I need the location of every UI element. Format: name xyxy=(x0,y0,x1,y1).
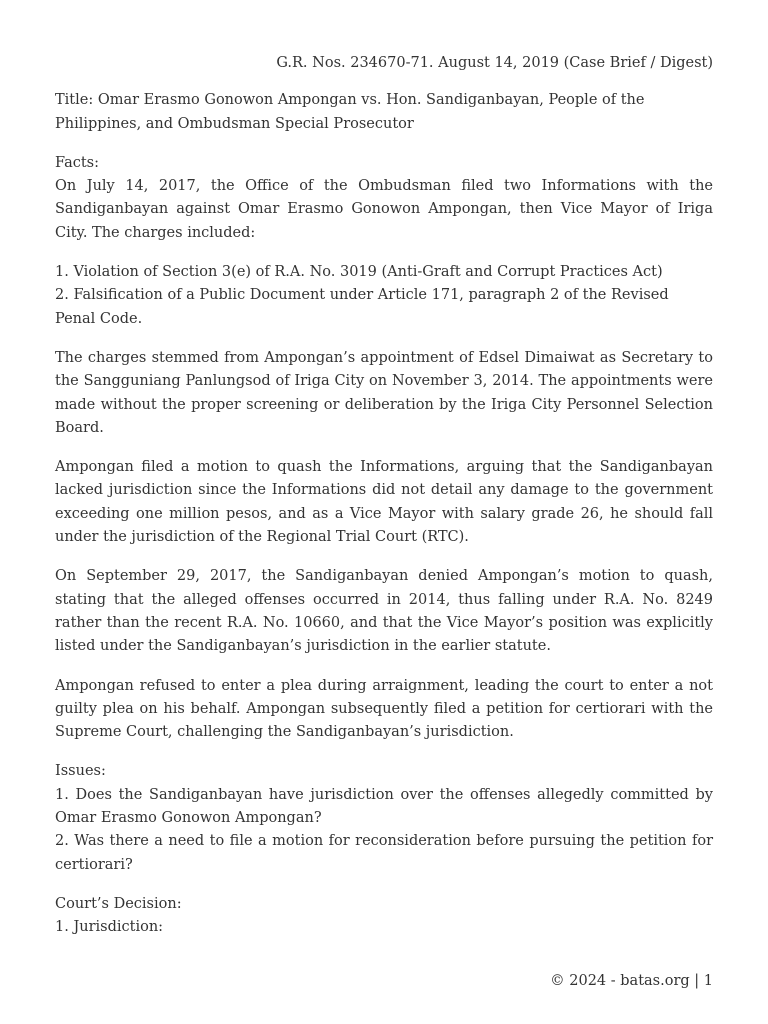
facts-intro: On July 14, 2017, the Office of the Ombudsman filed two Informations with the Sandiganbayan against Omar Erasmo Gonowon Ampongan, then Vice Mayor of Iriga City. The charges included: xyxy=(55,178,713,241)
charge-item: 1. Violation of Section 3(e) of R.A. No. 3019 (Anti-Graft and Corrupt Practices Act) xyxy=(55,264,663,281)
facts-paragraph: Ampongan filed a motion to quash the Informations, arguing that the Sandiganbayan lacked jurisdiction since the Informations did not detail any damage to the government exceeding one million pesos, and as a Vice Mayor with salary grade 26, he should fall under the jurisdiction of the Regional Trial Court (RTC). xyxy=(55,459,713,546)
page-footer: © 2024 - batas.org | 1 xyxy=(550,973,713,989)
case-header: G.R. Nos. 234670-71. August 14, 2019 (Case Brief / Digest) xyxy=(276,55,713,71)
charges-list xyxy=(55,261,713,331)
issue-item: 1. Does the Sandiganbayan have jurisdiction over the offenses allegedly committed by Omar Erasmo Gonowon Ampongan? xyxy=(55,786,713,827)
document-page xyxy=(55,52,713,956)
facts-label: Facts: xyxy=(55,154,99,171)
facts-paragraph: The charges stemmed from Ampongan’s appointment of Edsel Dimaiwat as Secretary to the Sangguniang Panlungsod of Iriga City on November 3, 2014. The appointments were made without the proper screening or deliberation by the Iriga City Personnel Selection Board. xyxy=(55,349,713,436)
issues-block xyxy=(55,760,713,876)
decision-block xyxy=(55,893,713,940)
case-title: Title: Omar Erasmo Gonowon Ampongan vs. Hon. Sandiganbayan, People of the Philippines, and Ombudsman Special Prosecutor xyxy=(55,92,645,132)
decision-item: 1. Jurisdiction: xyxy=(55,919,164,936)
facts-paragraph: On September 29, 2017, the Sandiganbayan denied Ampongan’s motion to quash, stating that the alleged offenses occurred in 2014, thus falling under R.A. No. 8249 rather than the recent R.A. No. 10660, and that the Vice Mayor’s position was explicitly listed under the Sandiganbayan’s jurisdiction in the earlier statute. xyxy=(55,568,713,655)
decision-label: Court’s Decision: xyxy=(55,895,182,912)
charge-item: 2. Falsification of a Public Document under Article 171, paragraph 2 of the Revised Penal Code. xyxy=(55,287,669,327)
issues-label: Issues: xyxy=(55,763,106,780)
facts-paragraph: Ampongan refused to enter a plea during arraignment, leading the court to enter a not guilty plea on his behalf. Ampongan subsequently filed a petition for certiorari with the Supreme Court, challenging the Sandiganbayan’s jurisdiction. xyxy=(55,677,713,741)
facts-intro-block xyxy=(55,152,713,245)
issue-item: 2. Was there a need to file a motion for reconsideration before pursuing the petition for certiorari? xyxy=(55,833,713,873)
